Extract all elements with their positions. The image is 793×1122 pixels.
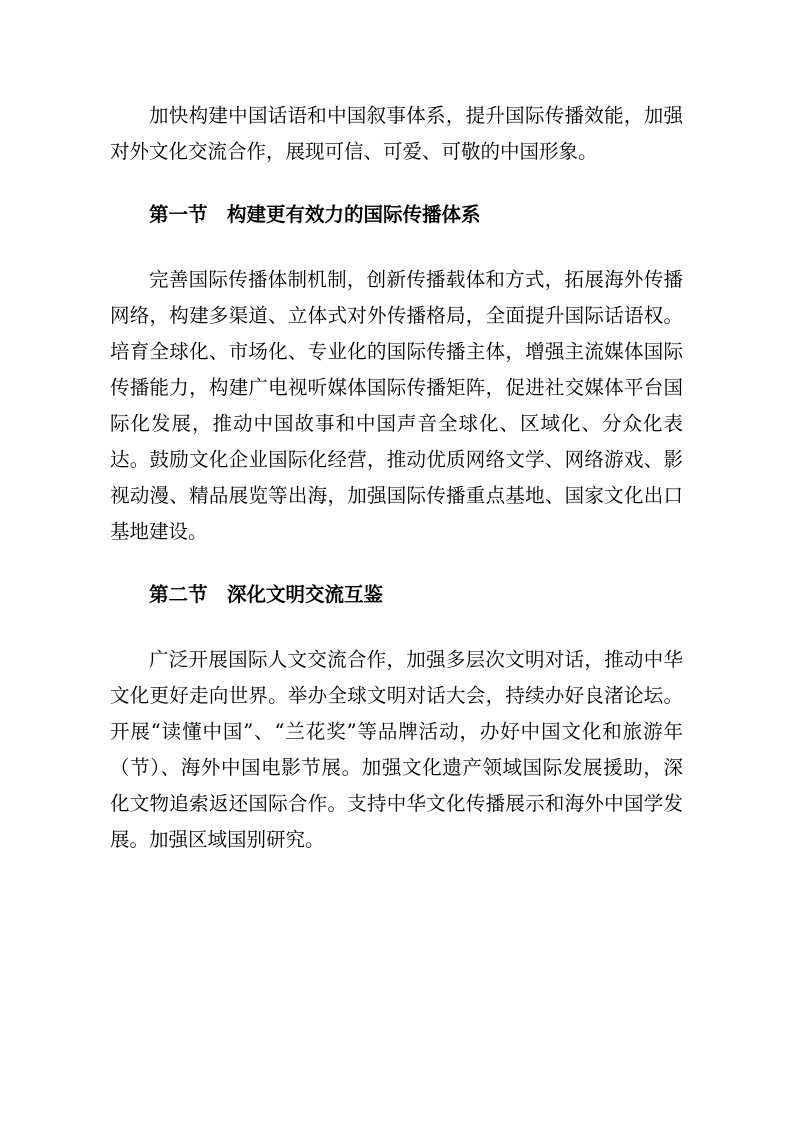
intro-paragraph: 加快构建中国话语和中国叙事体系，提升国际传播效能，加强对外文化交流合作，展现可信、可爱、可敬的中国形象。 <box>110 104 683 163</box>
section-2-heading: 第二节 深化文明交流互鉴 <box>149 583 384 606</box>
section-1-paragraph: 完善国际传播体制机制，创新传播载体和方式，拓展海外传播网络，构建多渠道、立体式对外传播格局，全面提升国际话语权。培育全球化、市场化、专业化的国际传播主体，增强主流媒体国际传播能力，构建广电视听媒体国际传播矩阵，促进社交媒体平台国际化发展，推动中国故事和中国声音全球化、区域化、分众化表达。鼓励文化企业国际化经营，推动优质网络文学、网络游戏、影视动漫、精品展览等出海，加强国际传播重点基地、国家文化出口基地建设。 <box>110 268 683 543</box>
section-1-heading: 第一节 构建更有效力的国际传播体系 <box>149 203 481 226</box>
section-2-paragraph: 广泛开展国际人文交流合作，加强多层次文明对话，推动中华文化更好走向世界。举办全球文明对话大会，持续办好良渚论坛。开展“读懂中国”、“兰花奖”等品牌活动，办好中国文化和旅游年（节）、海外中国电影节展。加强文化遗产领域国际发展援助，深化文物追索返还国际合作。支持中华文化传播展示和海外中国学发展。加强区域国别研究。 <box>110 648 683 851</box>
